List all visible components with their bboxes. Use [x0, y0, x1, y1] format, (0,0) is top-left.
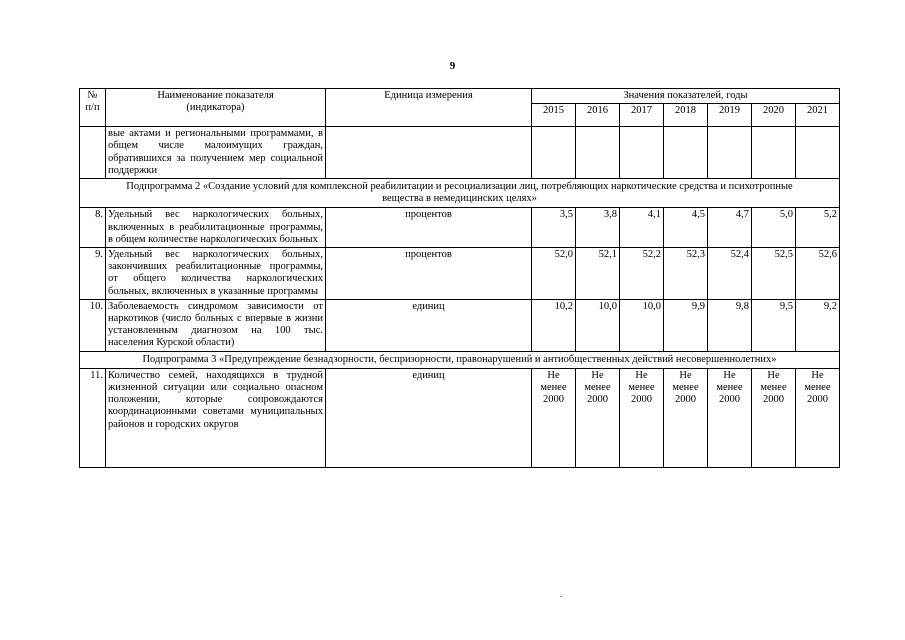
row-value: 10,0: [576, 299, 620, 351]
header-year: 2020: [752, 104, 796, 127]
row-value: 5,2: [796, 208, 840, 248]
header-year: 2019: [708, 104, 752, 127]
row-num: 10.: [80, 299, 106, 351]
row-value: 4,1: [620, 208, 664, 248]
header-values: Значения показателей, годы: [532, 89, 840, 104]
row-value: Не менее 2000: [532, 368, 576, 467]
row-name: Удельный вес наркологических больных, включенных в реабилитационные программы, в общем количестве наркологических больных: [106, 208, 326, 248]
row-value: 9,9: [664, 299, 708, 351]
header-unit: Единица измерения: [326, 89, 532, 127]
table-row: [80, 299, 840, 351]
row-value: Не менее 2000: [708, 368, 752, 467]
header-num: [80, 89, 106, 127]
row-value: 9,8: [708, 299, 752, 351]
row-unit: единиц: [326, 368, 532, 467]
table-row: [80, 248, 840, 300]
scan-speck: [560, 596, 562, 597]
row-num: 8.: [80, 208, 106, 248]
row-num: [80, 127, 106, 179]
row-unit: единиц: [326, 299, 532, 351]
row-value: Не менее 2000: [576, 368, 620, 467]
row-value: 5,0: [752, 208, 796, 248]
row-unit: процентов: [326, 248, 532, 300]
row-name: вые актами и региональными программами, в общем числе малоимущих граждан, обратившихся за получением мер социальной поддержки: [106, 127, 326, 179]
table-row: [80, 368, 840, 467]
header-num-text: № п/п: [85, 90, 100, 114]
row-value: 52,1: [576, 248, 620, 300]
row-value: [752, 127, 796, 179]
header-year: 2017: [620, 104, 664, 127]
row-value: 52,0: [532, 248, 576, 300]
row-value: 10,2: [532, 299, 576, 351]
row-num: 11.: [80, 368, 106, 467]
row-value: Не менее 2000: [620, 368, 664, 467]
table-row: [80, 208, 840, 248]
row-value: 3,8: [576, 208, 620, 248]
header-name-text: Наименование показателя (индикатора): [157, 90, 274, 114]
row-num: 9.: [80, 248, 106, 300]
row-value: 9,2: [796, 299, 840, 351]
row-name: Количество семей, находящихся в трудной жизненной ситуации или социально опасном положении, которые сопровождаются координационными советами муниципальных районов и городских округов: [106, 368, 326, 467]
row-unit: процентов: [326, 208, 532, 248]
header-year: 2021: [796, 104, 840, 127]
page-number: 9: [449, 60, 456, 72]
row-value: 4,7: [708, 208, 752, 248]
row-value: Не менее 2000: [796, 368, 840, 467]
row-value: 3,5: [532, 208, 576, 248]
row-value: 52,4: [708, 248, 752, 300]
row-value: [620, 127, 664, 179]
header-year: 2015: [532, 104, 576, 127]
row-value: 52,6: [796, 248, 840, 300]
row-value: 52,5: [752, 248, 796, 300]
row-value: [708, 127, 752, 179]
subprogram-2-title: Подпрограмма 2 «Создание условий для комплексной реабилитации и ресоциализации лиц, потребляющих наркотические средства и психотропные вещества в немедицинских целях»: [80, 179, 840, 208]
row-value: [664, 127, 708, 179]
subprogram-3-title: Подпрограмма 3 «Предупреждение безнадзорности, беспризорности, правонарушений и антиобщественных действий несовершеннолетних»: [80, 351, 840, 368]
row-value: 9,5: [752, 299, 796, 351]
row-value: [532, 127, 576, 179]
continuation-row: [80, 127, 840, 179]
header-row-1: [80, 89, 840, 104]
row-value: 4,5: [664, 208, 708, 248]
row-value: Не менее 2000: [664, 368, 708, 467]
header-year: 2018: [664, 104, 708, 127]
row-name: Удельный вес наркологических больных, закончивших реабилитационные программы, от общего количества наркологических больных, включенных в указанные программы: [106, 248, 326, 300]
row-unit: [326, 127, 532, 179]
row-value: [796, 127, 840, 179]
header-name: [106, 89, 326, 127]
row-value: Не менее 2000: [752, 368, 796, 467]
row-value: 10,0: [620, 299, 664, 351]
subprogram-row: [80, 351, 840, 368]
row-value: [576, 127, 620, 179]
header-year: 2016: [576, 104, 620, 127]
row-value: 52,3: [664, 248, 708, 300]
row-name: Заболеваемость синдромом зависимости от наркотиков (число больных с впервые в жизни установленным диагнозом на 100 тыс. населения Курской области): [106, 299, 326, 351]
row-value: 52,2: [620, 248, 664, 300]
indicators-table: [79, 88, 840, 468]
subprogram-row: [80, 179, 840, 208]
